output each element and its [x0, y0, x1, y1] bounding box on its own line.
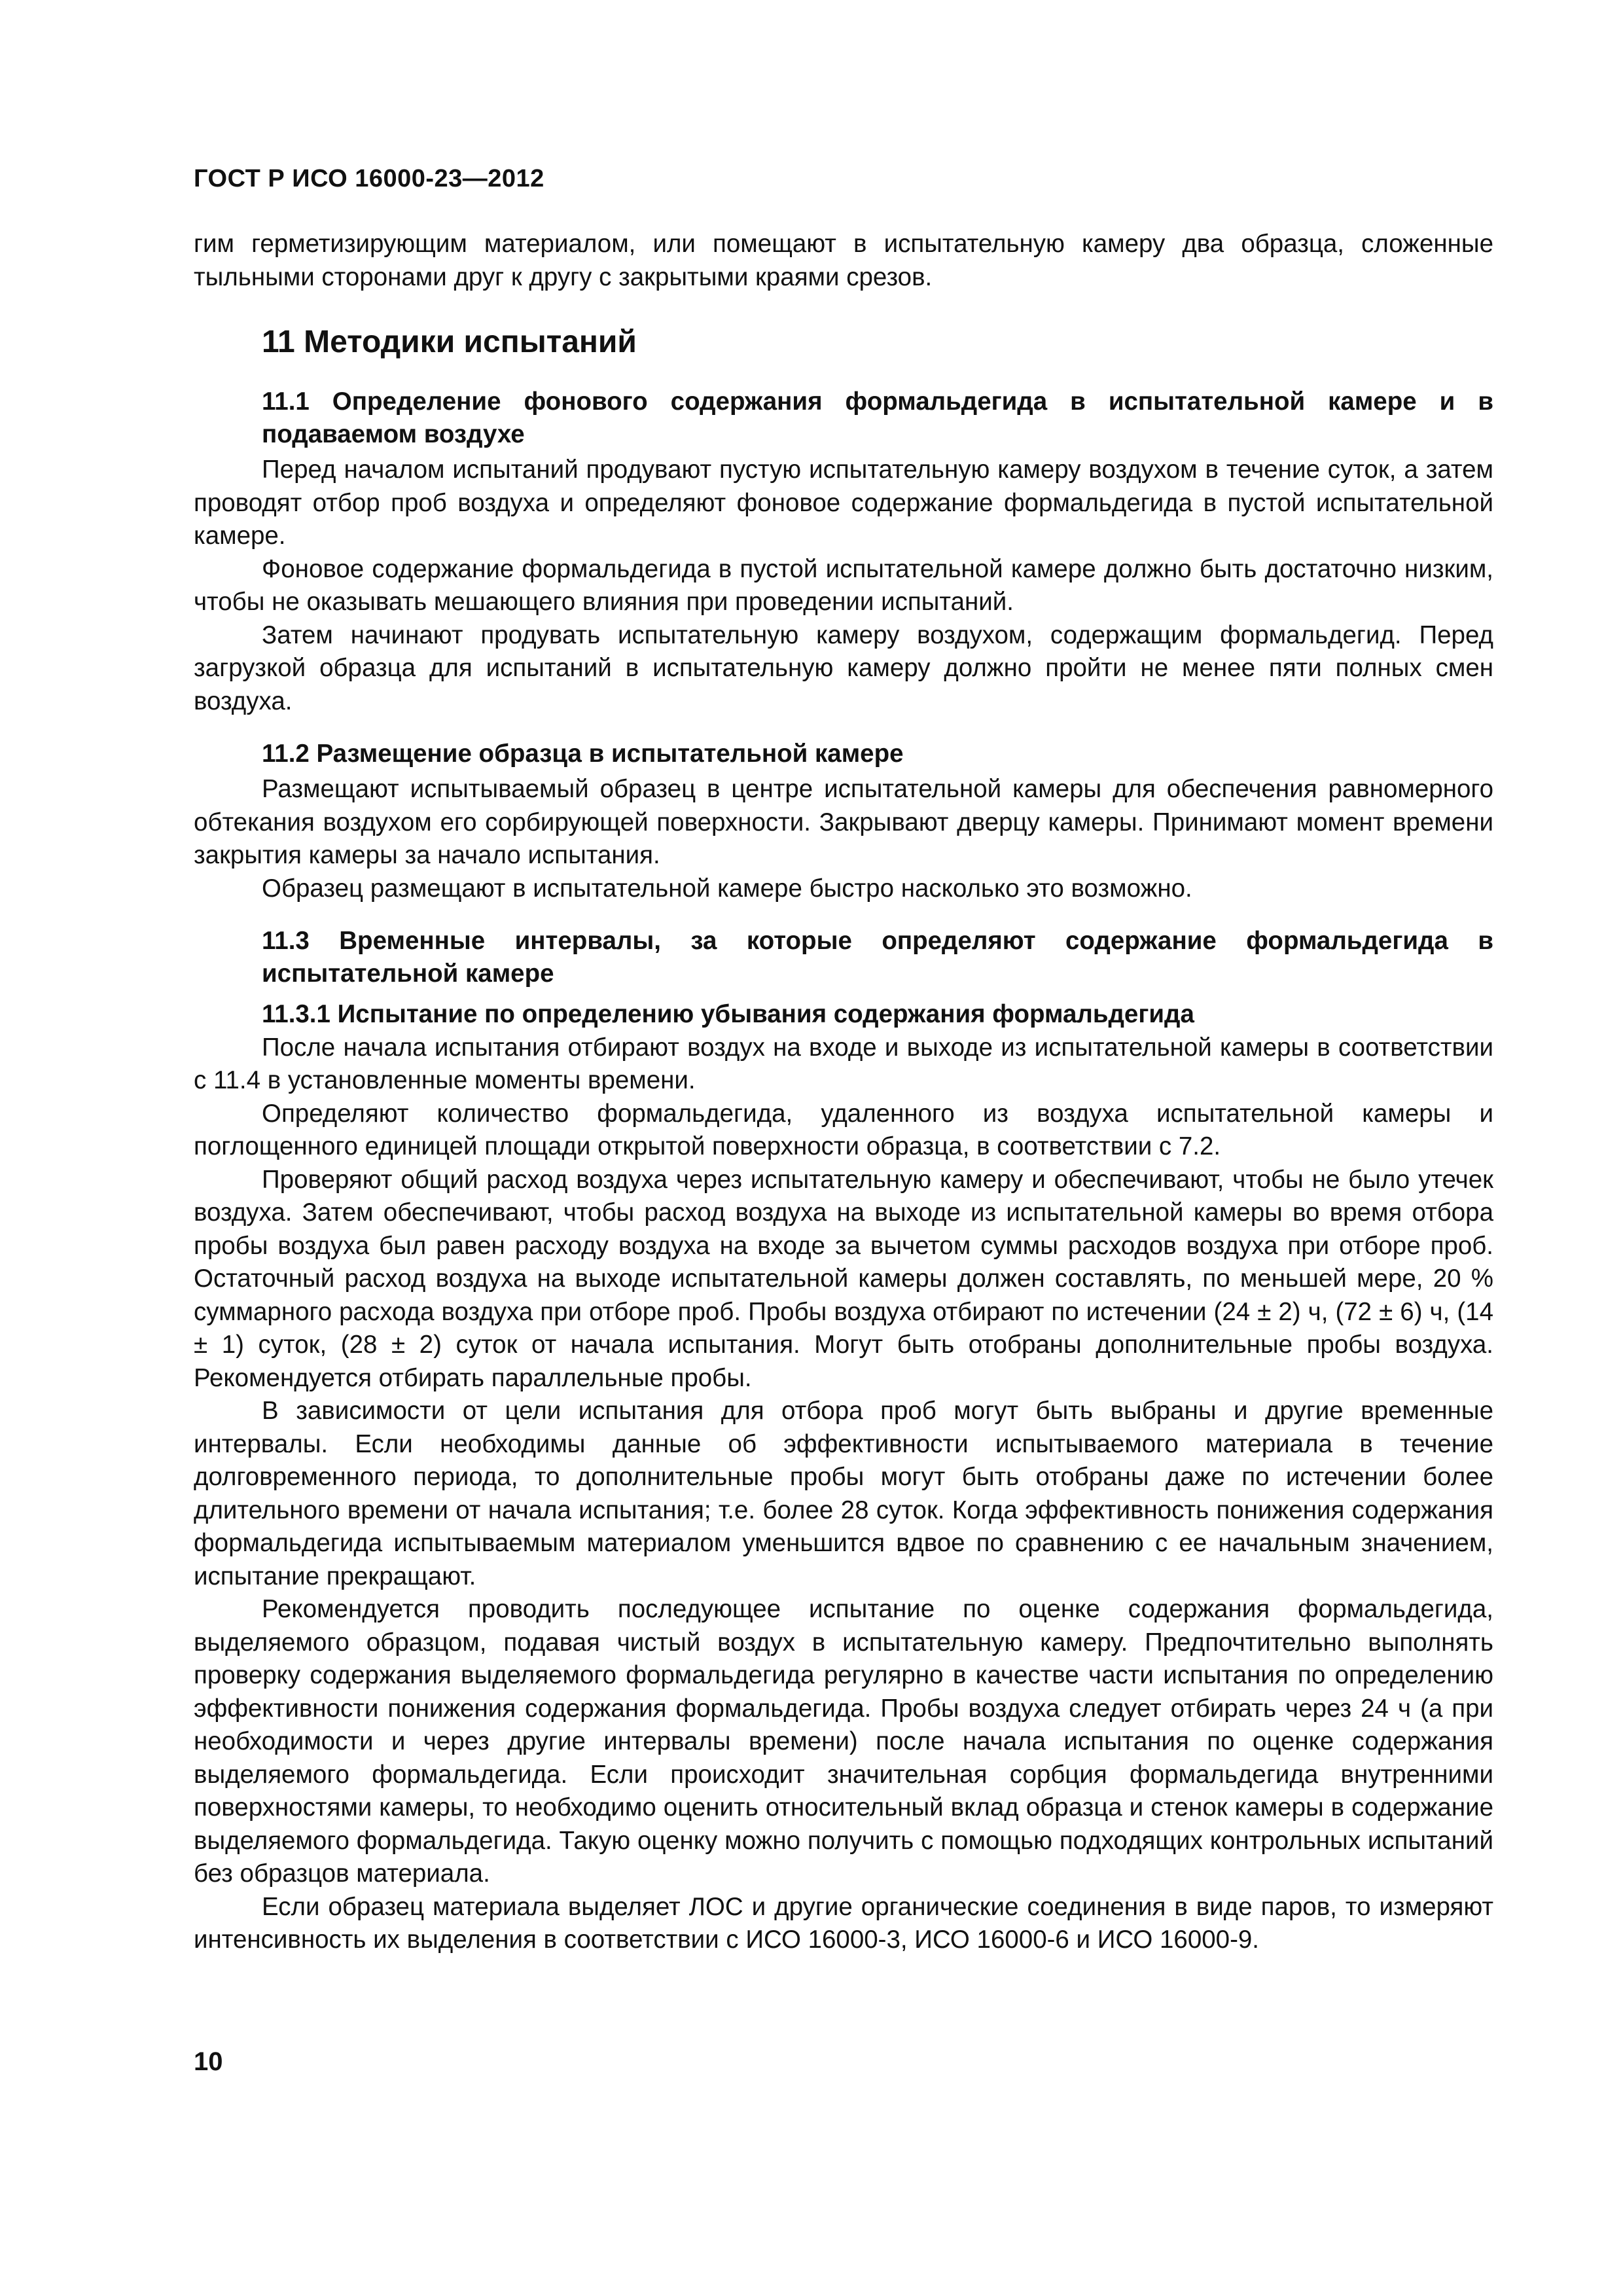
paragraph: Размещают испытываемый образец в центре испытательной камеры для обеспечения равномерного обтекания воздухом его сорбирующей поверхности. Закрывают дверцу камеры. Принимают момент времени закрытия камеры за начало испытания. — [194, 775, 1493, 869]
subsection-11-2-title: 11.2 Размещение образца в испытательной камере — [262, 740, 904, 768]
paragraph: Образец размещают в испытательной камере быстро насколько это возможно. — [262, 874, 1192, 903]
paragraph: Затем начинают продувать испытательную камеру воздухом, содержащим формальдегид. Перед загрузкой образца для испытаний в испытательную камеру должно пройти не менее пяти полных смен воздуха. — [194, 620, 1493, 715]
page-number: 10 — [194, 2047, 223, 2076]
continued-paragraph: гим герметизирующим материалом, или помещают в испытательную камеру два образца, сложенные тыльными сторонами друг к другу с закрытыми краями срезов. — [194, 230, 1493, 291]
paragraph: Определяют количество формальдегида, удаленного из воздуха испытательной камеры и поглощенного единицей площади открытой поверхности образца, в соответствии с 7.2. — [194, 1099, 1493, 1160]
section-title: 11 Методики испытаний — [262, 325, 637, 359]
document-header: ГОСТ Р ИСО 16000-23—2012 — [194, 165, 544, 192]
subsection-11-3-title: 11.3 Временные интервалы, за которые определяют содержание формальдегида в испытательной камере — [262, 927, 1493, 988]
subsection-11-1-title: 11.1 Определение фонового содержания формальдегида в испытательной камере и в подаваемом воздухе — [262, 387, 1493, 448]
paragraph: Рекомендуется проводить последующее испытание по оценке содержания формальдегида, выделяемого образцом, подавая чистый воздух в испытательную камеру. Предпочтительно выполнять проверку содержания выделяемого формальдегида регулярно в качестве части испытания по определению эффективности понижения содержания формальдегида. Пробы воздуха следует отбирать через 24 ч (а при необходимости и через другие интервалы времени) после начала испытания по оценке содержания выделяемого формальдегида. Если происходит значительная сорбция формальдегида внутренними поверхностями камеры, то необходимо оценить относительный вклад образца и стенок камеры в содержание выделяемого формальдегида. Такую оценку можно получить с помощью подходящих контрольных испытаний без образцов материала. — [194, 1595, 1493, 1888]
paragraph: Фоновое содержание формальдегида в пустой испытательной камере должно быть достаточно низким, чтобы не оказывать мешающего влияния при проведении испытаний. — [194, 554, 1493, 616]
document-body — [194, 228, 1493, 1957]
subsection-11-3-1-title: 11.3.1 Испытание по определению убывания содержания формальдегида — [262, 1000, 1194, 1028]
paragraph: Проверяют общий расход воздуха через испытательную камеру и обеспечивают, чтобы не было утечек воздуха. Затем обеспечивают, чтобы расход воздуха на выходе из испытательной камеры во время отбора пробы воздуха был равен расходу воздуха на входе за вычетом суммы расходов воздуха при отборе проб. Остаточный расход воздуха на выходе испытательной камеры должен составлять, по меньшей мере, 20 % суммарного расхода воздуха при отборе проб. Пробы воздуха отбирают по истечении (24 ± 2) ч, (72 ± 6) ч, (14 ± 1) суток, (28 ± 2) суток от начала испытания. Могут быть отобраны дополнительные пробы воздуха. Рекомендуется отбирать параллельные пробы. — [194, 1165, 1493, 1392]
paragraph: В зависимости от цели испытания для отбора проб могут быть выбраны и другие временные интервалы. Если необходимы данные об эффективности испытываемого материала в течение долговременного периода, то дополнительные пробы могут быть отобраны даже по истечении более длительного времени от начала испытания; т.е. более 28 суток. Когда эффективность понижения содержания формальдегида испытываемым материалом уменьшится вдвое по сравнению с ее начальным значением, испытание прекращают. — [194, 1397, 1493, 1590]
paragraph: Если образец материала выделяет ЛОС и другие органические соединения в виде паров, то измеряют интенсивность их выделения в соответствии с ИСО 16000-3, ИСО 16000-6 и ИСО 16000-9. — [194, 1892, 1493, 1954]
paragraph: После начала испытания отбирают воздух на входе и выходе из испытательной камеры в соответствии с 11.4 в установленные моменты времени. — [194, 1033, 1493, 1094]
paragraph: Перед началом испытаний продувают пустую испытательную камеру воздухом в течение суток, а затем проводят отбор проб воздуха и определяют фоновое содержание формальдегида в пустой испытательной камере. — [194, 456, 1493, 550]
